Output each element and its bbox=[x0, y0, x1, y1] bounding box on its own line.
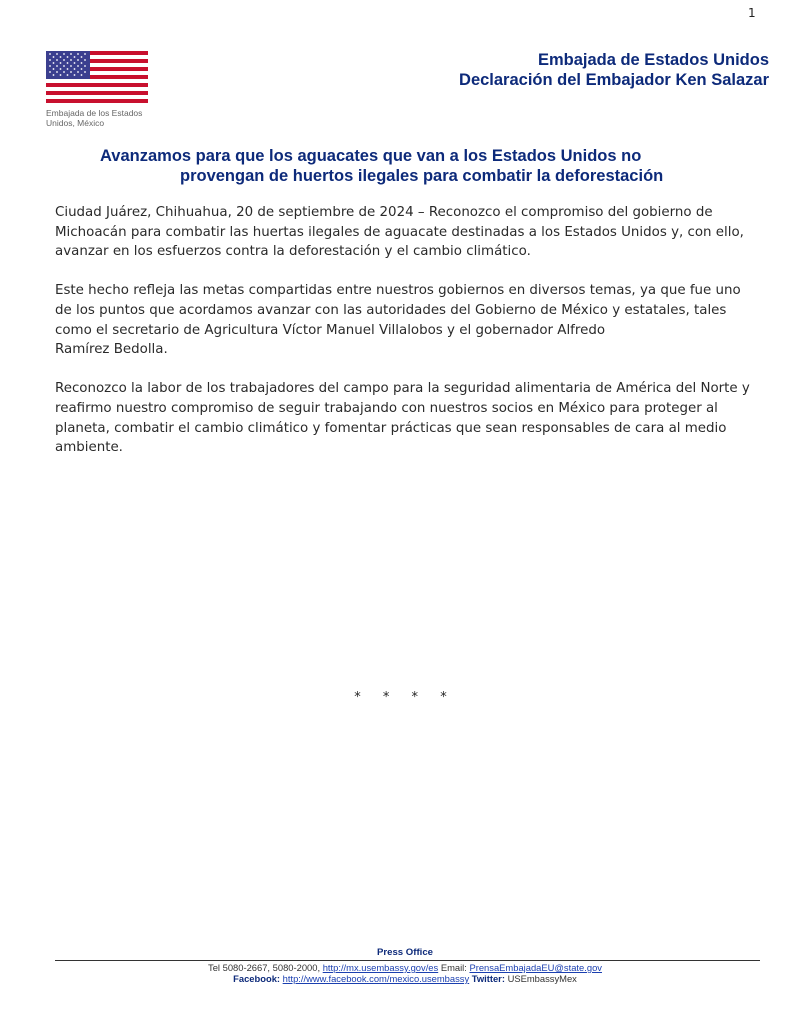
press-release-headline bbox=[100, 146, 740, 186]
section-separator: * * * * bbox=[354, 690, 456, 705]
body-paragraph-4: Este hecho refleja las metas compartidas entre nuestros gobiernos en diversos temas, ya que fue uno de los puntos que acordamos avanzar con las autoridades del Gobierno de México y estatales, tales como el secretario de Agricultura Víctor Manuel Villalobos y el gobernador Alfredo bbox=[55, 283, 741, 338]
header-embassy-name: Embajada de Estados Unidos bbox=[537, 51, 769, 69]
footer-divider bbox=[55, 960, 760, 961]
body-paragraph-5: Reconozco la labor de los trabajadores del campo para la seguridad alimentaria de América del Norte y reafirmo nuestro compromiso de seguir trabajando con nuestros socios en México para proteger al planeta, combatir el cambio climático y fomentar prácticas que sean responsables de cara al medio ambiente. bbox=[55, 381, 750, 456]
statement-body bbox=[55, 203, 760, 477]
facebook-label: Facebook: bbox=[233, 973, 281, 984]
body-paragraph-4-cont: Ramírez Bedolla. bbox=[55, 342, 168, 358]
email-label: Email: bbox=[440, 962, 467, 973]
body-paragraph-1: Ciudad Juárez, Chihuahua, 20 de septiembre de 2024 – Reconozco el compromiso del gobierno de Michoacán para combatir las huertas ilegales de aguacate destinadas a los Estados Unidos y, con ello, avanzar en los esfuerzos contra la deforestación y el cambio climático. bbox=[55, 205, 744, 260]
facebook-link[interactable]: http://www.facebook.com/mexico.usembassy bbox=[282, 973, 470, 984]
page-number: 1 bbox=[748, 6, 756, 20]
footer-tel: Tel 5080-2667, 5080-2000, bbox=[208, 962, 321, 973]
headline-line2: provengan de huertos ilegales para combatir la deforestación bbox=[180, 167, 664, 185]
press-office-label: Press Office bbox=[377, 947, 433, 958]
footer-contact-line bbox=[0, 962, 810, 973]
embassy-logo bbox=[46, 51, 148, 128]
logo-caption-line1: Embajada de los Estados bbox=[46, 108, 143, 118]
page-footer bbox=[0, 947, 810, 984]
twitter-label: Twitter: bbox=[471, 973, 505, 984]
footer-social-line bbox=[0, 973, 810, 984]
headline-line1: Avanzamos para que los aguacates que van a los Estados Unidos no bbox=[100, 147, 642, 165]
logo-caption-line2: Unidos, México bbox=[46, 118, 105, 128]
us-flag-icon bbox=[46, 51, 148, 103]
email-link[interactable]: PrensaEmbajadaEU@state.gov bbox=[469, 962, 602, 973]
header-statement-title: Declaración del Embajador Ken Salazar bbox=[459, 71, 769, 89]
twitter-handle: USEmbassyMex bbox=[507, 973, 577, 984]
website-link[interactable]: http://mx.usembassy.gov/es bbox=[322, 962, 439, 973]
logo-caption bbox=[46, 108, 156, 128]
document-header bbox=[459, 50, 769, 90]
